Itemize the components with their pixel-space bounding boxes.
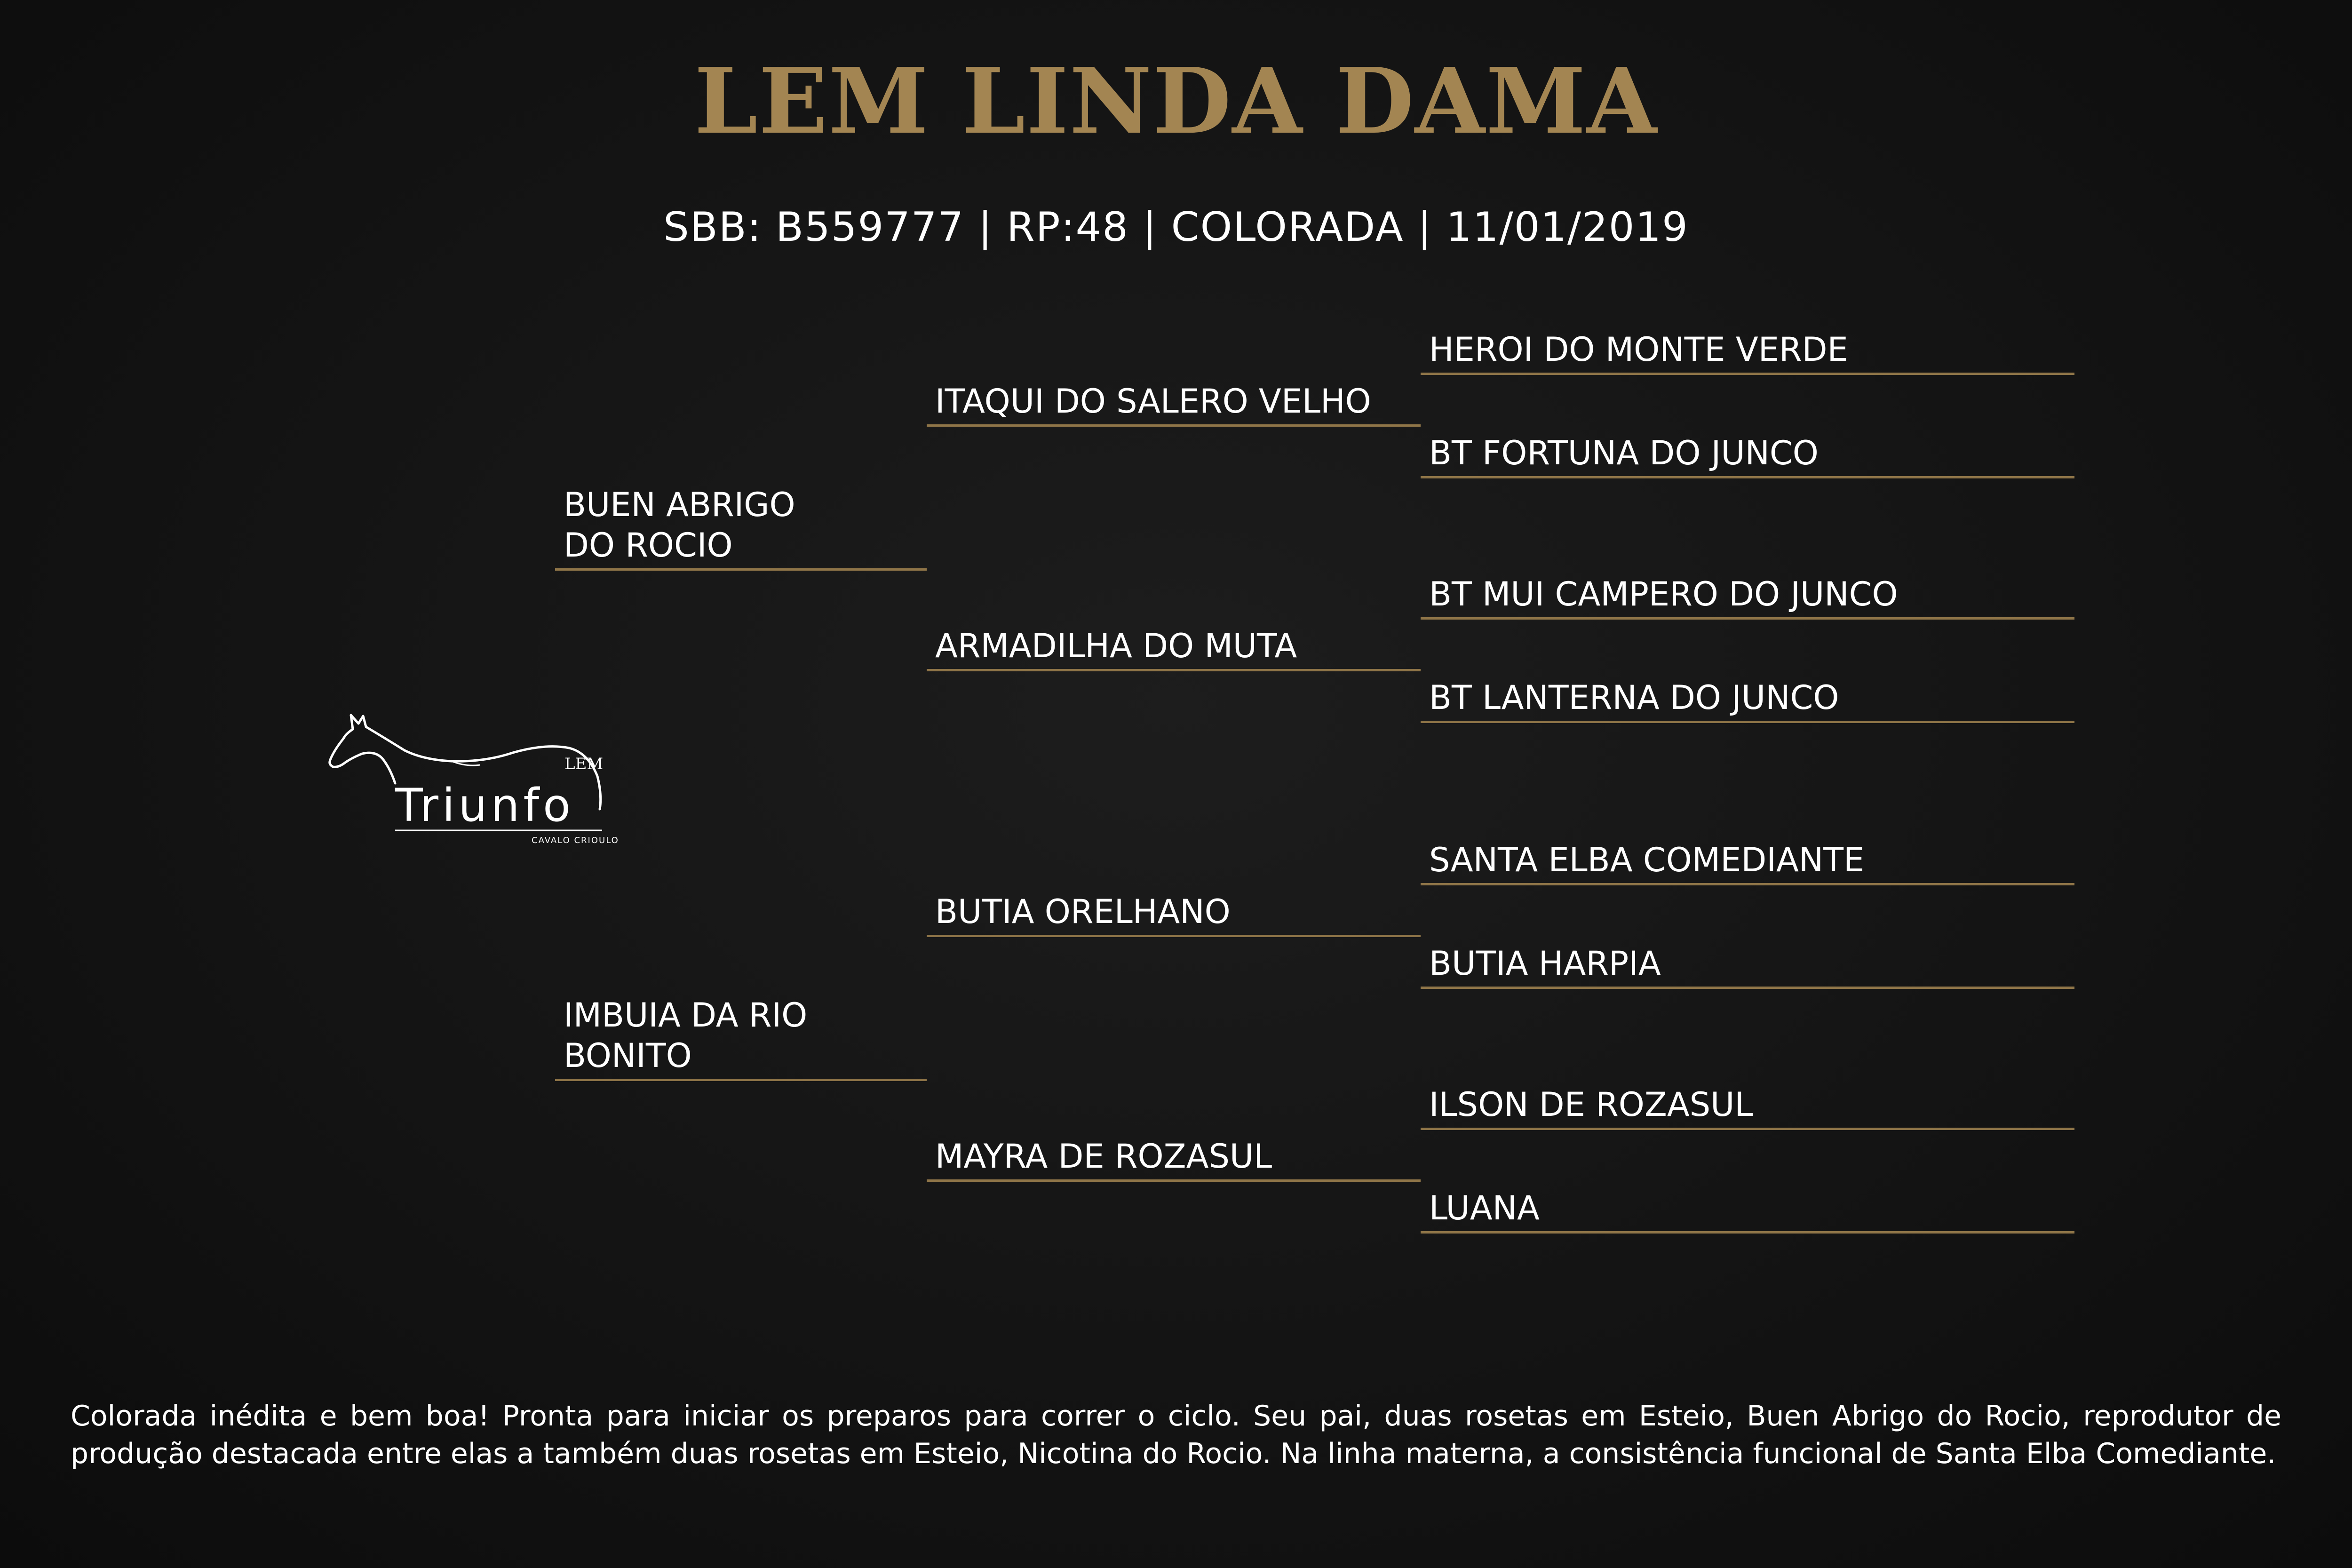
maternal-granddam-name: MAYRA DE ROZASUL [935, 1137, 1272, 1176]
paternal-grandsire-node [927, 381, 1421, 427]
ggp-5-node [1421, 840, 2074, 885]
maternal-grandsire-node [927, 891, 1421, 937]
paternal-grandsire-name: ITAQUI DO SALERO VELHO [935, 382, 1371, 421]
sire-name-line1: BUEN ABRIGO [564, 486, 795, 524]
maternal-grandsire-name: BUTIA ORELHANO [935, 892, 1231, 931]
ggp-7-node [1421, 1084, 2074, 1130]
ggp-8-node [1421, 1188, 2074, 1234]
logo-brand-text: Triunfo [395, 779, 574, 832]
ggp-8-name: LUANA [1429, 1189, 1540, 1227]
maternal-granddam-node [927, 1136, 1421, 1182]
dam-name-line2: BONITO [564, 1036, 692, 1075]
ggp-6-node [1421, 943, 2074, 989]
dam-node [555, 995, 927, 1081]
description-text: Colorada inédita e bem boa! Pronta para iniciar os preparos para correr o ciclo. Seu pai, duas rosetas em Esteio, Buen Abrigo do Rocio, reprodutor de produção destacada entre elas a também duas rosetas em Esteio, Nicotina do Rocio. Na linha materna, a consistência funcional de Santa Elba Comediante. [71, 1400, 2281, 1470]
ggp-6-name: BUTIA HARPIA [1429, 944, 1661, 983]
paternal-granddam-name: ARMADILHA DO MUTA [935, 627, 1297, 665]
ggp-4-node [1421, 677, 2074, 723]
sire-node [555, 485, 927, 571]
paternal-granddam-node [927, 626, 1421, 671]
ggp-1-name: HEROI DO MONTE VERDE [1429, 330, 1848, 369]
logo-mark-text: LEM [564, 755, 604, 773]
dam-name-line1: IMBUIA DA RIO [564, 996, 808, 1035]
ggp-1-node [1421, 329, 2074, 375]
horse-name-title: LEM LINDA DAMA [694, 48, 1658, 154]
ggp-2-node [1421, 433, 2074, 478]
ggp-3-node [1421, 574, 2074, 620]
ggp-5-name: SANTA ELBA COMEDIANTE [1429, 841, 1865, 879]
triunfo-logo [325, 668, 626, 847]
registration-info: SBB: B559777 | RP:48 | COLORADA | 11/01/2019 [663, 204, 1689, 251]
ggp-7-name: ILSON DE ROZASUL [1429, 1085, 1753, 1124]
ggp-3-name: BT MUI CAMPERO DO JUNCO [1429, 575, 1898, 613]
ggp-4-name: BT LANTERNA DO JUNCO [1429, 678, 1839, 717]
horse-icon [325, 668, 626, 847]
sire-name-line2: DO ROCIO [564, 526, 733, 565]
ggp-2-name: BT FORTUNA DO JUNCO [1429, 434, 1819, 472]
logo-tagline: CAVALO CRIOULO [532, 836, 619, 845]
